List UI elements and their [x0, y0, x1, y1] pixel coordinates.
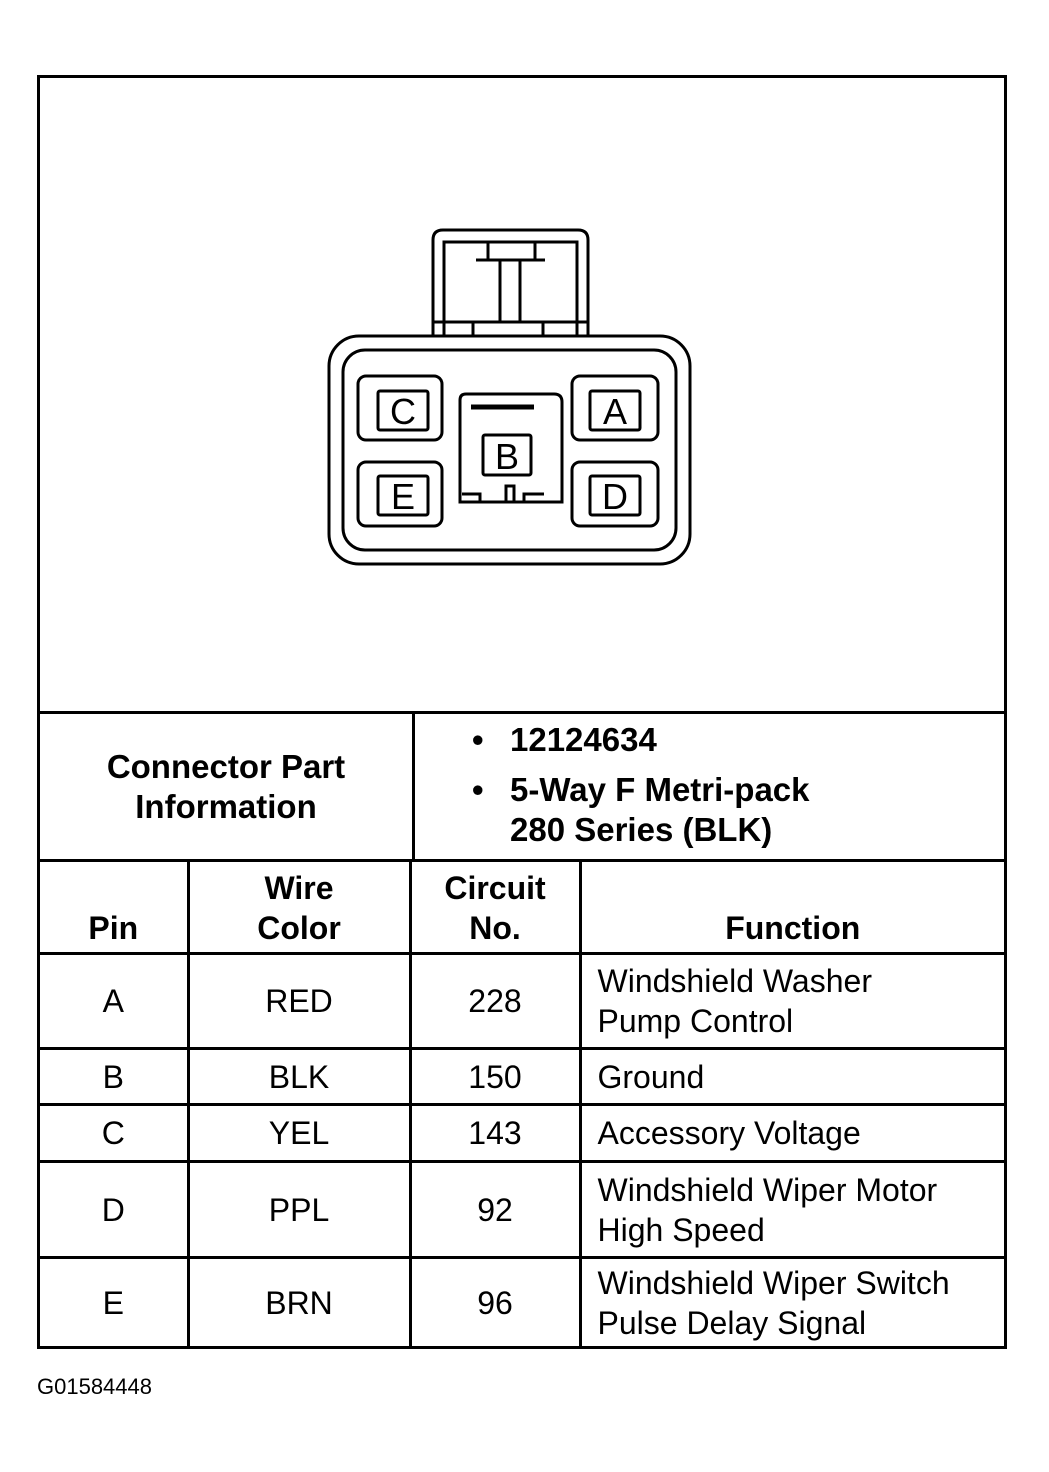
pin-cell: A: [40, 954, 188, 1049]
function-line1: Windshield Washer: [597, 963, 872, 999]
pin-cell: C: [40, 1105, 188, 1162]
figure-id: G01584448: [37, 1374, 152, 1399]
header-function: [580, 861, 1004, 954]
pin-cell: B: [40, 1049, 188, 1105]
connector-part-info: [40, 711, 1004, 859]
bullet: •: [472, 771, 484, 808]
part-info-label-line2: Information: [135, 787, 317, 825]
description-line1: 5-Way F Metri-pack: [510, 771, 810, 808]
part-number: 12124634: [510, 721, 657, 758]
locking-tab: [433, 230, 588, 336]
pin-table: [40, 859, 1004, 1348]
function-line1: Ground: [597, 1058, 705, 1095]
table-row: [40, 954, 1004, 1049]
function-line2: Pump Control: [597, 1003, 794, 1039]
pin-cell: D: [40, 1162, 188, 1258]
table-header-row: [40, 861, 1004, 954]
table-row: [40, 1162, 1004, 1258]
function-cell: [580, 1162, 1004, 1258]
function-line1: Accessory Voltage: [597, 1115, 861, 1151]
wire-color-cell: BRN: [188, 1258, 410, 1348]
wire-color-cell: YEL: [188, 1105, 410, 1162]
cavity-label-c: C: [390, 391, 416, 432]
function-line2: Pulse Delay Signal: [597, 1305, 867, 1342]
part-info-label-line1: Connector Part: [106, 747, 346, 785]
table-row: [40, 1258, 1004, 1348]
header-function-text: Function: [725, 910, 861, 946]
wire-color-cell: BLK: [188, 1049, 410, 1105]
connector-diagram: [40, 78, 1004, 711]
bullet: •: [472, 721, 484, 758]
part-info-list: [472, 720, 810, 850]
table-row: [40, 1105, 1004, 1162]
part-number-item: [472, 720, 810, 760]
header-wire-color: [188, 861, 410, 954]
header-circuit: [410, 861, 580, 954]
function-cell: [580, 1049, 1004, 1105]
function-cell: [580, 1258, 1004, 1348]
circuit-cell: 96: [410, 1258, 580, 1348]
diagram-frame: [37, 75, 1007, 1349]
function-line1: Windshield Wiper Motor: [597, 1171, 938, 1208]
function-cell: [580, 954, 1004, 1049]
cavity-label-a: A: [602, 391, 628, 432]
info-divider: [412, 714, 415, 859]
wire-color-cell: PPL: [188, 1162, 410, 1258]
cavity-label-e: E: [390, 476, 416, 517]
description-line2: 280 Series (BLK): [510, 811, 773, 848]
connector-face-illustration: [40, 78, 1004, 711]
function-cell: [580, 1105, 1004, 1162]
circuit-cell: 92: [410, 1162, 580, 1258]
circuit-cell: 143: [410, 1105, 580, 1162]
function-line1: Windshield Wiper Switch: [597, 1265, 950, 1302]
pin-cell: E: [40, 1258, 188, 1348]
header-pin: [40, 861, 188, 954]
header-pin-text: Pin: [88, 910, 139, 946]
cavity-label-d: D: [602, 476, 628, 517]
cavity-label-b: B: [494, 436, 520, 477]
table-row: [40, 1049, 1004, 1105]
description-item: [472, 770, 810, 850]
part-info-label: [40, 714, 412, 859]
header-circuit-line2: No.: [469, 910, 521, 946]
header-circuit-line1: Circuit: [444, 870, 546, 906]
header-wire-color-line2: Color: [257, 910, 341, 946]
circuit-cell: 150: [410, 1049, 580, 1105]
wire-color-cell: RED: [188, 954, 410, 1049]
header-wire-color-line1: Wire: [264, 870, 334, 906]
circuit-cell: 228: [410, 954, 580, 1049]
function-line2: High Speed: [597, 1211, 765, 1248]
